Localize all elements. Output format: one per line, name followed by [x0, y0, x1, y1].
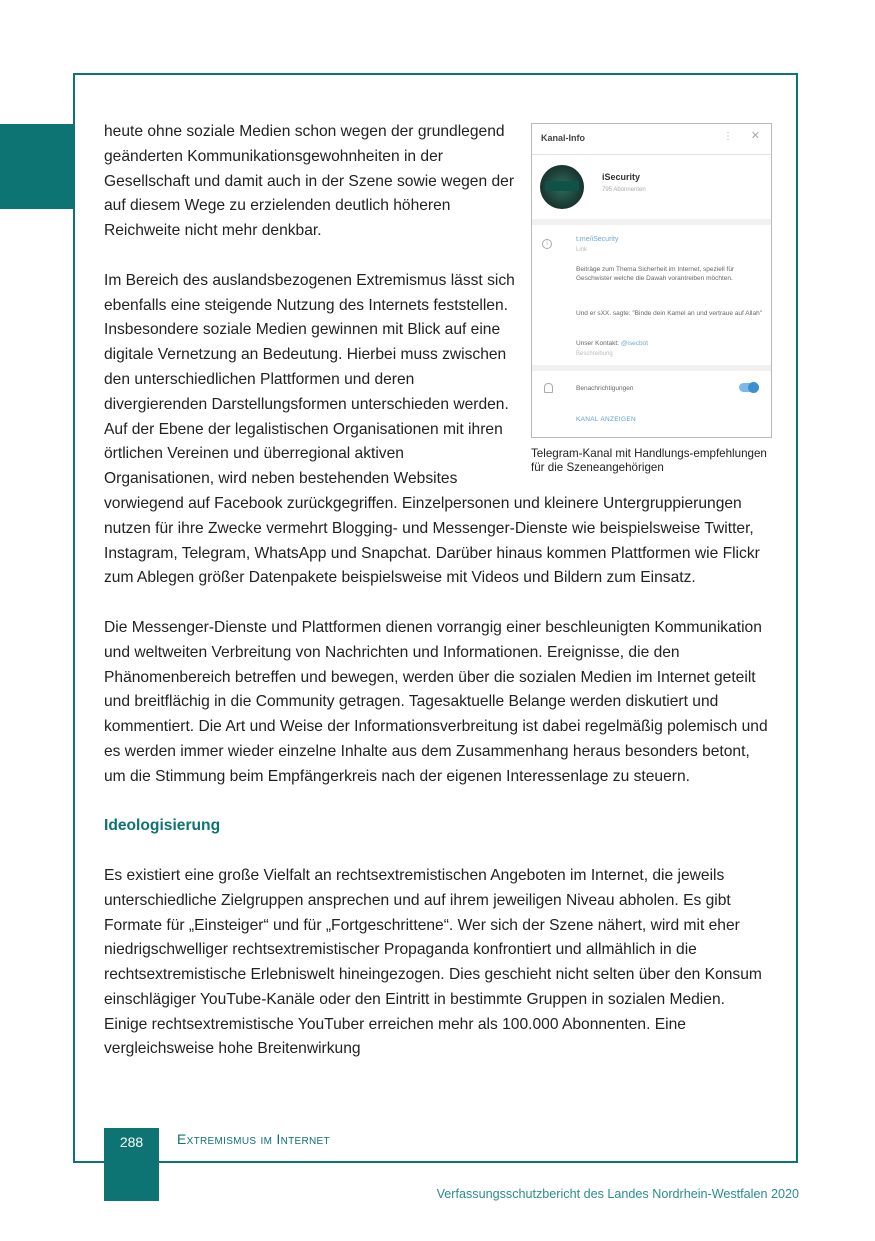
channel-card	[532, 155, 771, 225]
figure	[531, 123, 774, 475]
channel-description: Beiträge zum Thema Sicherheit im Internet, speziell für Geschwister welche die Dawah vorantreiben möchten.	[576, 266, 735, 282]
running-head: Extremismus im Internet	[177, 1131, 330, 1147]
notifications-toggle	[739, 383, 759, 392]
description-caption: Beschreibung	[576, 351, 613, 357]
publisher-line: Verfassungsschutzbericht des Landes Nordrhein-Westfalen 2020	[436, 1187, 799, 1201]
channel-name: iSecurity	[602, 172, 641, 182]
notifications-row	[532, 371, 771, 407]
close-icon: ✕	[750, 130, 760, 142]
channel-avatar	[540, 165, 584, 209]
paragraph-4: Es existiert eine große Vielfalt an rechtsextremistischen Angeboten im Internet, die jeweils unterschiedliche Zielgruppen ansprechen und auf ihrem jeweiligen Niveau abholen. Es gibt Formate für „Einsteiger“ und für „Fortgeschrittene“. Wer sich der Szene nähert, wird mit eher niedrigschwelliger rechtsextremistischer Propaganda konfrontiert und allmählich in die rechtsextremistische Erlebniswelt hineingezogen. Dies geschieht nicht selten über den Konsum einschlägiger YouTube-Kanäle oder den Eintritt in bestimmte Gruppen in sozialen Medien. Einige rechtsextremistische YouTuber erreichen mehr als 100.000 Abonnenten. Eine vergleichsweise hohe Breitenwirkung	[104, 866, 762, 1058]
screenshot-header	[532, 124, 771, 155]
channel-link: t.me/iSecurity	[576, 236, 619, 243]
paragraph-2: Im Bereich des auslandsbezogenen Extremismus lässt sich ebenfalls eine steigende Nutzung des Internets feststellen. Insbesondere soziale Medien gewinnen mit Blick auf eine digitale Vernetzung an Bedeutung. Hierbei muss zwischen den unterschiedlichen Plattformen und deren divergierenden Darstellungsformen unterschieden werden. Auf der Ebene der legalistischen Organisationen mit ihren örtlichen Vereinen und überregional aktiven Organisationen, wird neben bestehenden Websites vorwiegend auf Facebook zurückgegriffen. Einzelpersonen und kleinere Untergruppierungen nutzen für ihre Zwecke vermehrt Blogging- und Messenger-Dienste wie beispielsweise Twitter, Instagram, Telegram, WhatsApp und Snapchat. Darüber hinaus kommen Plattformen wie Flickr zum Ablegen größer Datenpakete beispielsweise mit Videos und Bildern zum Einsatz.	[104, 271, 760, 587]
section-heading: Ideologisierung	[104, 817, 221, 835]
channel-link-caption: Link	[576, 247, 588, 253]
main-content	[104, 120, 772, 1062]
notifications-label: Benachrichtigungen	[576, 385, 634, 392]
page-number-box	[104, 1128, 159, 1201]
paragraph-3: Die Messenger-Dienste und Plattformen dienen vorrangig einer beschleunigten Kommunikation und weltweiten Verbreitung von Nachrichten und Informationen. Ereignisse, die den Phänomenbereich betreffen und bewegen, werden über die sozialen Medien im Internet geteilt und breitflächig in die Community getragen. Tagesaktuelle Belange werden diskutiert und kommentiert. Die Art und Weise der Informationsverbreitung ist dabei regelmäßig polemisch und es werden immer wieder einzelne Inhalte aus dem Zusammenhang heraus besonders betont, um die Stimmung beim Empfängerkreis nach der eigenen Interessenlage zu steuern.	[104, 618, 768, 785]
show-channel-link: KANAL ANZEIGEN	[576, 416, 636, 423]
screenshot-title: Kanal-Info	[541, 133, 585, 143]
channel-quote: Und er sXX. sagte: "Binde dein Kamel an und vertraue auf Allah"	[576, 310, 763, 317]
info-icon: i	[542, 239, 552, 249]
contact-handle: @isecbot	[620, 340, 649, 347]
page-number: 288	[119, 1134, 144, 1150]
more-vertical-icon: ⋮	[723, 131, 733, 142]
paragraph-1: heute ohne soziale Medien schon wegen der grundlegend geänderten Kommunikationsgewohnheiten in der Gesellschaft und damit auch in der Szene sowie wegen der auf diesem Wege zu erzielenden deutlich höheren Reichweite nicht mehr denkbar.	[104, 123, 515, 240]
channel-subscribers: 795 Abonnenten	[602, 187, 646, 193]
side-tab-marker	[0, 124, 74, 209]
channel-info-section	[532, 225, 771, 371]
bell-icon	[544, 383, 553, 393]
telegram-channel-screenshot	[531, 123, 772, 438]
figure-caption: Telegram-Kanal mit Handlungs-empfehlungen für die Szeneangehörigen	[531, 447, 767, 474]
contact-label: Unser Kontakt:	[576, 340, 619, 347]
channel-contact	[576, 339, 648, 349]
